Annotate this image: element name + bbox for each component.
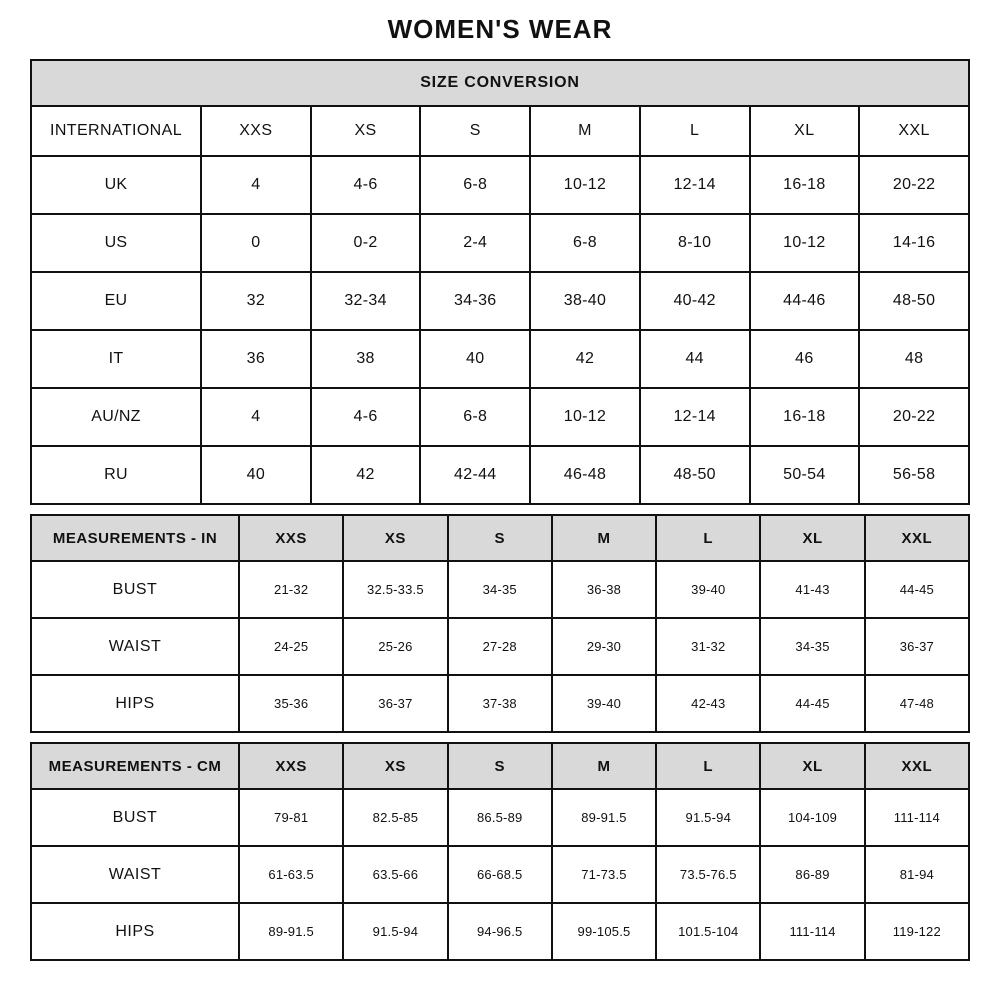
size-cell: 0-2: [311, 214, 421, 272]
measurement-cell: 34-35: [448, 561, 552, 618]
size-cell: 4-6: [311, 388, 421, 446]
column-header-l: L: [640, 106, 750, 156]
table-row-waist: [31, 618, 969, 675]
column-header-xs: XS: [343, 515, 447, 561]
measurements-in-header-row: [31, 515, 969, 561]
column-header-xl: XL: [750, 106, 860, 156]
size-cell: 38-40: [530, 272, 640, 330]
size-cell: 48-50: [859, 272, 969, 330]
measurement-cell: 82.5-85: [343, 789, 447, 846]
size-cell: 42: [311, 446, 421, 504]
row-label-us: US: [31, 214, 201, 272]
measurements-cm-title: MEASUREMENTS - CM: [31, 743, 239, 789]
size-cell: 48: [859, 330, 969, 388]
column-header-m: M: [552, 515, 656, 561]
measurement-cell: 79-81: [239, 789, 343, 846]
measurements-cm-table: [30, 742, 970, 961]
size-cell: 10-12: [530, 156, 640, 214]
row-label-bust: BUST: [31, 789, 239, 846]
measurement-cell: 29-30: [552, 618, 656, 675]
measurement-cell: 31-32: [656, 618, 760, 675]
column-header-xxs: XXS: [239, 743, 343, 789]
measurements-cm-header-row: [31, 743, 969, 789]
measurement-cell: 119-122: [865, 903, 969, 960]
measurement-cell: 111-114: [760, 903, 864, 960]
column-header-xxl: XXL: [859, 106, 969, 156]
measurement-cell: 101.5-104: [656, 903, 760, 960]
size-cell: 32: [201, 272, 311, 330]
measurement-cell: 47-48: [865, 675, 969, 732]
table-row-ru: [31, 446, 969, 504]
size-conversion-header-row: [31, 106, 969, 156]
measurement-cell: 81-94: [865, 846, 969, 903]
size-cell: 2-4: [420, 214, 530, 272]
measurement-cell: 34-35: [760, 618, 864, 675]
size-cell: 34-36: [420, 272, 530, 330]
size-cell: 44-46: [750, 272, 860, 330]
column-header-xxs: XXS: [201, 106, 311, 156]
size-cell: 40-42: [640, 272, 750, 330]
table-row-eu: [31, 272, 969, 330]
measurement-cell: 66-68.5: [448, 846, 552, 903]
size-cell: 6-8: [420, 156, 530, 214]
size-cell: 50-54: [750, 446, 860, 504]
measurement-cell: 21-32: [239, 561, 343, 618]
size-cell: 48-50: [640, 446, 750, 504]
measurement-cell: 73.5-76.5: [656, 846, 760, 903]
column-header-m: M: [552, 743, 656, 789]
size-cell: 14-16: [859, 214, 969, 272]
size-cell: 40: [420, 330, 530, 388]
size-cell: 56-58: [859, 446, 969, 504]
measurement-cell: 25-26: [343, 618, 447, 675]
page-title: WOMEN'S WEAR: [387, 14, 613, 44]
row-label-uk: UK: [31, 156, 201, 214]
measurement-cell: 86-89: [760, 846, 864, 903]
size-cell: 36: [201, 330, 311, 388]
size-cell: 44: [640, 330, 750, 388]
measurement-cell: 111-114: [865, 789, 969, 846]
row-label-hips: HIPS: [31, 903, 239, 960]
column-header-xl: XL: [760, 743, 864, 789]
table-row-us: [31, 214, 969, 272]
size-cell: 46: [750, 330, 860, 388]
size-cell: 10-12: [750, 214, 860, 272]
row-label-aunz: AU/NZ: [31, 388, 201, 446]
size-cell: 6-8: [530, 214, 640, 272]
size-cell: 8-10: [640, 214, 750, 272]
measurement-cell: 35-36: [239, 675, 343, 732]
size-cell: 10-12: [530, 388, 640, 446]
table-row-uk: [31, 156, 969, 214]
measurement-cell: 63.5-66: [343, 846, 447, 903]
measurement-cell: 42-43: [656, 675, 760, 732]
measurement-cell: 37-38: [448, 675, 552, 732]
column-header-xs: XS: [343, 743, 447, 789]
size-cell: 4: [201, 388, 311, 446]
table-row-hips: [31, 903, 969, 960]
table-row-bust: [31, 561, 969, 618]
measurement-cell: 94-96.5: [448, 903, 552, 960]
measurement-cell: 41-43: [760, 561, 864, 618]
measurement-cell: 27-28: [448, 618, 552, 675]
table-row-aunz: [31, 388, 969, 446]
row-label-eu: EU: [31, 272, 201, 330]
measurement-cell: 89-91.5: [552, 789, 656, 846]
measurement-cell: 39-40: [656, 561, 760, 618]
column-header-s: S: [448, 515, 552, 561]
size-cell: 20-22: [859, 388, 969, 446]
measurement-cell: 44-45: [865, 561, 969, 618]
measurement-cell: 44-45: [760, 675, 864, 732]
size-cell: 42-44: [420, 446, 530, 504]
row-label-ru: RU: [31, 446, 201, 504]
column-header-xxl: XXL: [865, 743, 969, 789]
row-label-bust: BUST: [31, 561, 239, 618]
size-cell: 38: [311, 330, 421, 388]
measurement-cell: 24-25: [239, 618, 343, 675]
column-header-xs: XS: [311, 106, 421, 156]
column-header-s: S: [448, 743, 552, 789]
row-label-waist: WAIST: [31, 846, 239, 903]
size-cell: 12-14: [640, 388, 750, 446]
measurement-cell: 39-40: [552, 675, 656, 732]
column-header-s: S: [420, 106, 530, 156]
size-cell: 6-8: [420, 388, 530, 446]
size-cell: 4: [201, 156, 311, 214]
size-conversion-table: [30, 59, 970, 505]
table-row-it: [31, 330, 969, 388]
column-header-xxs: XXS: [239, 515, 343, 561]
row-label-hips: HIPS: [31, 675, 239, 732]
measurement-cell: 91.5-94: [343, 903, 447, 960]
measurement-cell: 36-37: [865, 618, 969, 675]
measurement-cell: 86.5-89: [448, 789, 552, 846]
measurements-in-table: [30, 514, 970, 733]
row-label-it: IT: [31, 330, 201, 388]
measurements-in-title: MEASUREMENTS - IN: [31, 515, 239, 561]
column-header-l: L: [656, 515, 760, 561]
table-title-row: [31, 60, 969, 106]
measurement-cell: 32.5-33.5: [343, 561, 447, 618]
table-row-waist: [31, 846, 969, 903]
size-cell: 12-14: [640, 156, 750, 214]
column-header-m: M: [530, 106, 640, 156]
table-row-bust: [31, 789, 969, 846]
size-cell: 40: [201, 446, 311, 504]
measurement-cell: 91.5-94: [656, 789, 760, 846]
size-conversion-title: SIZE CONVERSION: [31, 60, 969, 106]
table-row-hips: [31, 675, 969, 732]
measurement-cell: 89-91.5: [239, 903, 343, 960]
size-cell: 4-6: [311, 156, 421, 214]
size-cell: 32-34: [311, 272, 421, 330]
size-cell: 46-48: [530, 446, 640, 504]
size-cell: 20-22: [859, 156, 969, 214]
measurement-cell: 71-73.5: [552, 846, 656, 903]
column-header-international: INTERNATIONAL: [31, 106, 201, 156]
measurement-cell: 36-38: [552, 561, 656, 618]
column-header-xl: XL: [760, 515, 864, 561]
measurement-cell: 61-63.5: [239, 846, 343, 903]
column-header-l: L: [656, 743, 760, 789]
measurement-cell: 99-105.5: [552, 903, 656, 960]
row-label-waist: WAIST: [31, 618, 239, 675]
measurement-cell: 104-109: [760, 789, 864, 846]
size-cell: 16-18: [750, 156, 860, 214]
size-cell: 16-18: [750, 388, 860, 446]
size-cell: 0: [201, 214, 311, 272]
measurement-cell: 36-37: [343, 675, 447, 732]
size-cell: 42: [530, 330, 640, 388]
column-header-xxl: XXL: [865, 515, 969, 561]
